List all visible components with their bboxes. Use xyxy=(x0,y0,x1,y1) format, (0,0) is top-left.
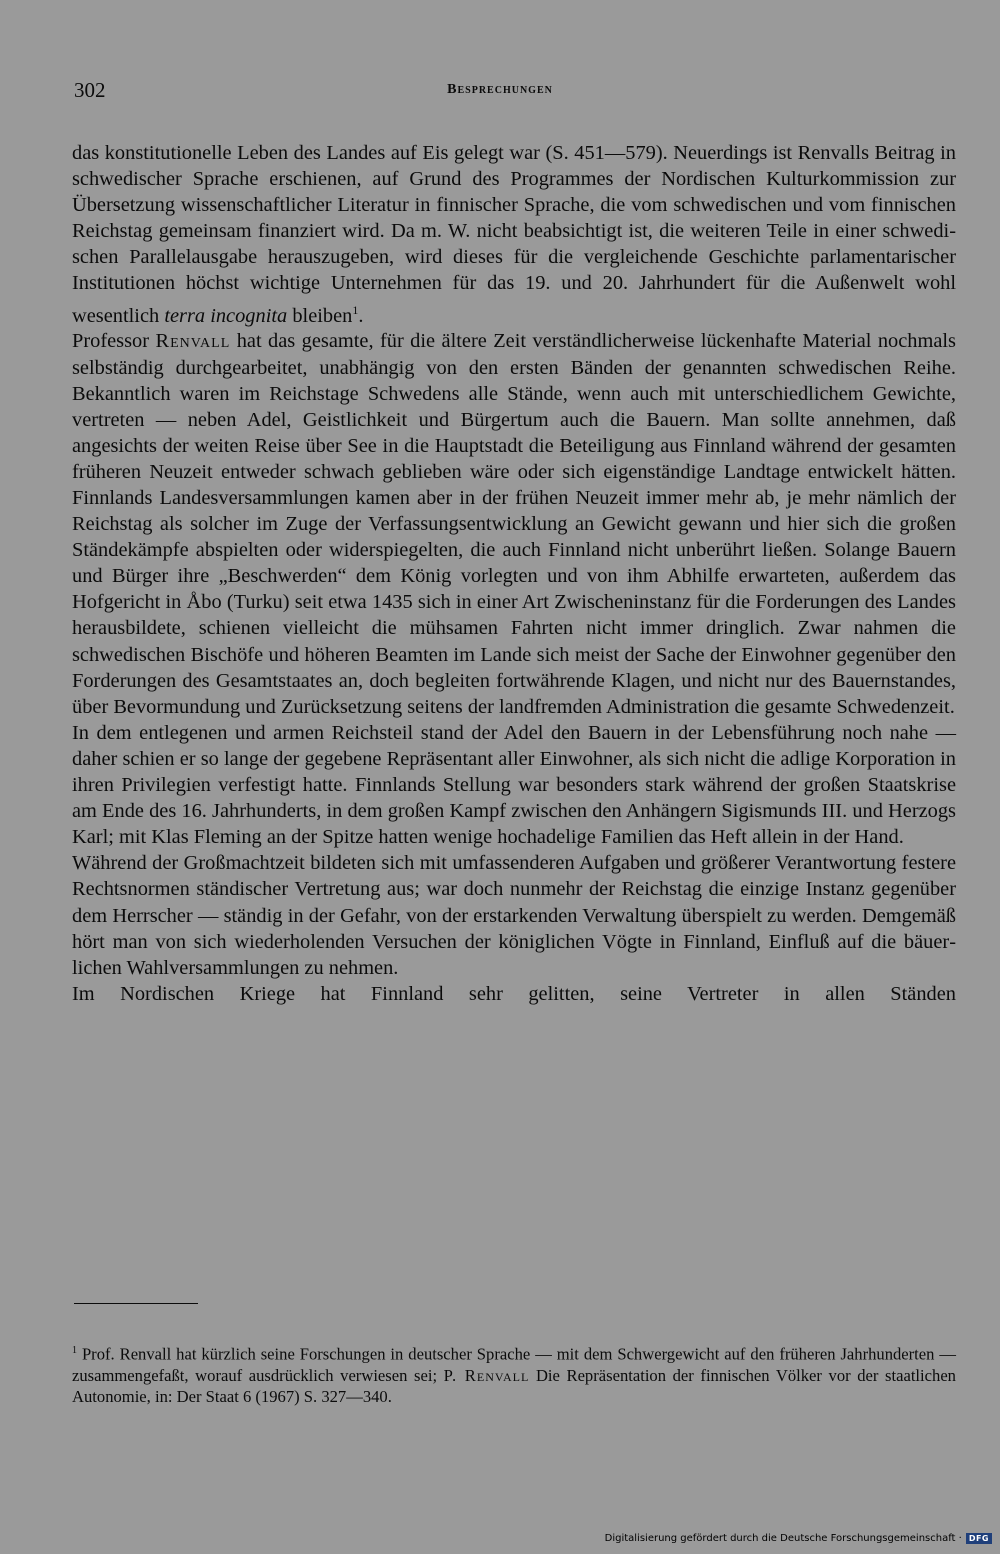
running-head: Besprechungen xyxy=(447,82,553,97)
footnote-author: P. Renvall xyxy=(443,1365,530,1385)
paragraph-1-period: . xyxy=(358,304,364,327)
footnote-reference: 1 xyxy=(352,302,359,317)
page-number: 302 xyxy=(74,78,106,102)
author-name: Renvall xyxy=(155,330,231,353)
italic-phrase: terra incognita xyxy=(164,304,288,327)
paragraph-3: In dem entlegenen und armen Reichsteil stand der Adel den Bauern in der Lebensführung noch nahe — daher schien er so lange der gegebene Repräsentant aller Einwohner, als sich nicht die adlige Korporation in ihren Privilegien verfestigt hatte. Finnlands Stellung war besonders stark während der großen Staatskrise am Ende des 16. Jahrhunderts, in dem großen Kampf zwischen den Anhängern Sigismunds III. und Herzogs Karl; mit Klas Fleming an der Spitze hatten wenige hochadelige Familien das Heft allein in der Hand. xyxy=(72,721,956,849)
paragraph-1-text: das konstitutionelle Leben des Landes auf Eis gelegt war (S. 451—579). Neuerdings ist Renvalls Beitrag in schwedischer Sprache erschienen, auf Grund des Programmes der Nordischen Kulturkommission zur Übersetzung wissenschaftlicher Literatur in finnischer Sprache, die vom schwedischen und vom finnischen Reichstag gemeinsam finanziert wird. Da m. W. nicht beabsichtigt ist, die weiteren Teile in einer schwedischen Parallelausgabe herauszugeben, wird dieses für die vergleichende Geschichte parlamentarischer Institutionen höchst wichtige Unternehmen für das 19. und 20. Jahrhundert für die Außenwelt wohl wesentlich xyxy=(72,142,956,327)
footnote-marker: 1 xyxy=(72,1345,77,1356)
paragraph-1-end: bleiben xyxy=(292,304,353,327)
main-text xyxy=(72,140,956,1007)
digitization-credit xyxy=(605,1533,992,1544)
dfg-logo: DFG xyxy=(966,1533,992,1544)
paragraph-2 xyxy=(72,328,956,719)
paragraph-4: Während der Großmachtzeit bildeten sich mit umfassenderen Aufgaben und größerer Verantwortung festere Rechtsnormen ständischer Vertretung aus; war doch nunmehr der Reichstag die einzige Instanz gegenüber dem Herrscher — ständig in der Gefahr, von der erstarkenden Verwaltung überspielt zu werden. Demgemäß hört man von sich wiederholenden Versuchen der königlichen Vögte in Finnland, Einfluß auf die bäuerlichen Wahlversammlungen zu nehmen. xyxy=(72,852,956,979)
paragraph-5: Im Nordischen Kriege hat Finnland sehr gelitten, seine Vertreter in allen Ständen xyxy=(72,982,956,1005)
footnote-citation: Die Repräsentation der finnischen Völker vor der staatlichen Autonomie, in: Der Staat 6 (1967) S. 327—340. xyxy=(72,1365,956,1406)
footnote-text: Prof. Renvall hat kürzlich seine Forschungen in deutscher Sprache — mit dem Schwergewicht auf den früheren Jahrhunderten — zusammengefaßt, worauf ausdrücklich verwiesen sei; xyxy=(72,1344,956,1385)
paragraph-2-start: Professor xyxy=(72,330,150,353)
credit-text: Digitalisierung gefördert durch die Deutsche Forschungsgemeinschaft · xyxy=(604,1533,962,1544)
footnote-divider xyxy=(74,1303,198,1304)
footnote xyxy=(72,1340,956,1407)
paragraph-2-text: hat das gesamte, für die ältere Zeit verständlicherweise lückenhafte Material nochmals selbständig durchgearbeitet, unabhängig von den ersten Bänden der genannten schwedischen Reihe. Bekanntlich waren im Reichstage Schwedens alle Stände, wenn auch mit unterschiedlichem Gewichte, vertreten — neben Adel, Geistlichkeit und Bürgertum auch die Bauern. Man sollte annehmen, daß angesichts der weiten Reise über See in die Hauptstadt die Beteiligung aus Finnland während der gesamten früheren Neuzeit entweder schwach geblieben wäre oder sich eigenständige Landtage entwickelt hätten. Finnlands Landesversammlungen kamen aber in der frühen Neuzeit immer mehr ab, je mehr nämlich der Reichstag als solcher im Zuge der Verfassungsentwicklung an Gewicht gewann und hier sich die großen Ständekämpfe abspielten oder widerspiegelten, die auch Finnland nicht unberührt ließen. Solange Bauern und Bürger ihre „Beschwerden“ dem König vorlegten und von ihm Abhilfe erwarteten, außerdem das Hofgericht in Åbo (Turku) seit etwa 1435 sich in einer Art Zwischeninstanz für die Forderungen des Landes herausbildete, schienen vielleicht die mühsamen Fahrten nicht immer dringlich. Zwar nahmen die schwedischen Bischöfe und höheren Beamten im Lande sich meist der Sache der Einwohner gegenüber den Forderungen des Gesamtstaates an, doch begleiten fortwährende Klagen, und nicht nur des Bauernstandes, über Bevormundung und Zurücksetzung seitens der landfremden Administration die gesamte Schwedenzeit. xyxy=(72,330,956,718)
paragraph-1 xyxy=(72,140,956,328)
